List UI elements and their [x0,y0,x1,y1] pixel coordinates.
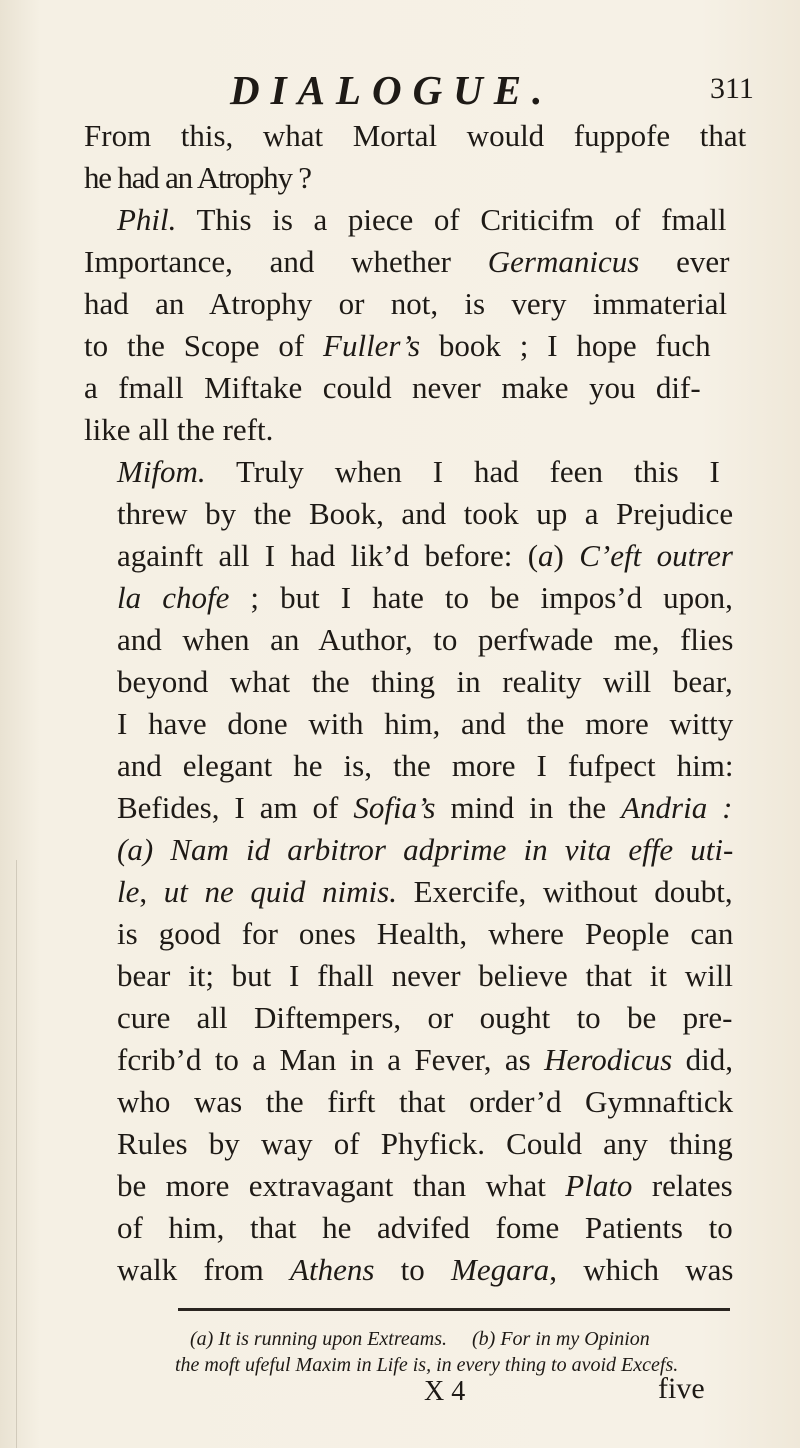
body-line [117,452,720,492]
page-gutter-shadow [0,860,17,1448]
italic-text: C’eft outrer [579,538,733,573]
body-line [117,1082,733,1122]
italic-text: Herodicus [544,1042,673,1077]
footnote-line: the moft ufeful Maxim in Life is, in every thing to avoid Excefs. [175,1354,679,1376]
body-line [84,116,746,156]
roman-text: he had an Atrophy ? [84,160,311,195]
footnote-rule [178,1308,730,1311]
roman-text: walk from [117,1252,291,1287]
italic-text: Germanicus [487,244,640,279]
body-line [117,662,733,702]
footnote-line: (a) It is running upon Extreams. (b) For in my Opinion [190,1328,650,1350]
italic-text: la chofe [117,580,230,615]
roman-text: to [374,1252,452,1287]
roman-text: ; but I hate to be impos’d upon, [229,580,733,615]
italic-text: ut ne quid nimis. [163,874,397,909]
italic-text: Sofia’s [353,790,436,825]
roman-text: Truly when I had feen this I [205,454,720,489]
roman-text: of him, that he advifed fome Patients to [117,1210,733,1245]
roman-text: bear it; but I fhall never believe that it will [117,958,733,993]
body-line [117,1166,733,1206]
body-line [117,998,733,1038]
italic-text: Megara [451,1252,550,1287]
body-line [84,284,727,324]
roman-text: did, [672,1042,733,1077]
roman-text: Exercife, without doubt, [396,874,733,909]
roman-text: beyond what the thing in reality will bear, [117,664,733,699]
body-line [117,872,733,912]
roman-text: who was the firft that order’d Gymnaftick [117,1084,734,1119]
page-header [0,66,800,116]
body-line [117,746,733,786]
body-line [117,494,733,534]
body-line [117,578,733,618]
roman-text: is good for ones Health, where People can [117,916,734,951]
roman-text: I have done with him, and the more witty [117,706,734,741]
roman-text: like all the reft. [84,412,274,447]
page-number: 311 [710,72,754,105]
italic-text: Phil. [117,202,177,237]
body-line [117,830,733,870]
roman-text: Befides, I am of [117,790,354,825]
signature-mark: X 4 [424,1376,466,1407]
roman-text: to the Scope of [84,328,324,363]
roman-text: threw by the Book, and took up a Prejudice [117,496,734,531]
body-line [117,620,733,660]
body-line [117,1250,733,1290]
roman-text: relates [632,1168,733,1203]
italic-text: Andria : [621,790,733,825]
italic-text: Plato [565,1168,633,1203]
roman-text: fcrib’d to a Man in a Fever, as [117,1042,545,1077]
roman-text: mind in the [435,790,622,825]
roman-text: , which was [549,1252,734,1287]
italic-text: Fuller’s [323,328,421,363]
italic-text: Mifom. [117,454,206,489]
body-line [117,788,733,828]
roman-text: This is a piece of Criticifm of fmall [176,202,727,237]
body-line [117,1124,733,1164]
roman-text: a fmall Miftake could never make you dif- [84,370,701,405]
roman-text: cure all Diftempers, or ought to be pre- [117,1000,733,1035]
body-line [117,704,733,744]
roman-text: book ; I hope fuch [420,328,711,363]
body-line [117,536,733,576]
roman-text: againft all I had lik’d before: ( [117,538,539,573]
roman-text: Rules by way of Phyfick. Could any thing [117,1126,733,1161]
body-line [84,242,729,282]
body-line [117,1040,733,1080]
running-title: DIALOGUE. [230,67,554,113]
body-line [84,410,273,450]
roman-text: ever [639,244,730,279]
italic-text: (a) Nam id arbitror adprime in vita effe uti- [117,832,734,867]
roman-text: ) [553,538,580,573]
italic-text: a [538,538,554,573]
catchword: five [658,1372,705,1405]
roman-text: be more extravagant than what [117,1168,566,1203]
italic-text: Athens [290,1252,375,1287]
roman-text: had an Atrophy or not, is very immaterial [84,286,728,321]
body-line [84,326,711,366]
body-line [117,1208,733,1248]
italic-text: le [117,874,140,909]
body-line [117,914,733,954]
roman-text: Importance, and whether [84,244,488,279]
body-line [117,956,733,996]
roman-text: and elegant he is, the more I fufpect him: [117,748,734,783]
roman-text: , [139,874,164,909]
body-line [117,200,727,240]
body-line [84,368,701,408]
roman-text: From this, what Mortal would fuppofe that [84,118,747,153]
roman-text: and when an Author, to perfwade me, flies [117,622,734,657]
body-line [84,158,311,198]
